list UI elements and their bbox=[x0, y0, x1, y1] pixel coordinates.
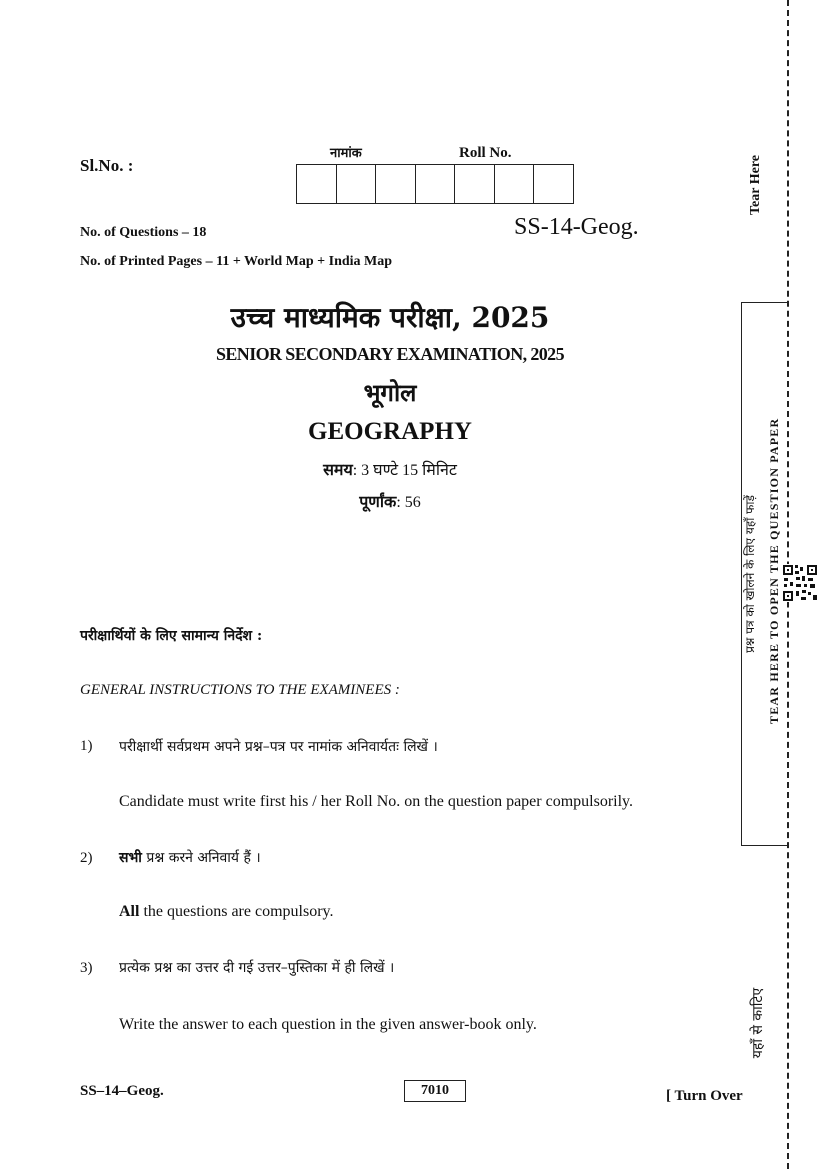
instruction-number: 1) bbox=[80, 738, 93, 754]
turn-over-label: [ Turn Over bbox=[666, 1088, 743, 1104]
hindi-tear-instruction: प्रश्न पत्र को खोलने के लिए यहाँ फाड़ें bbox=[743, 495, 757, 653]
instruction-english: Write the answer to each question in the given answer-book only. bbox=[119, 1016, 537, 1033]
instruction-english-text: the questions are compulsory. bbox=[139, 903, 334, 920]
english-subject: GEOGRAPHY bbox=[308, 418, 472, 445]
footer-center-code: 7010 bbox=[404, 1080, 466, 1102]
hindi-instructions-heading: परीक्षार्थियों के लिए सामान्य निर्देश : bbox=[80, 628, 263, 644]
paper-code: SS-14-Geog. bbox=[514, 214, 639, 240]
namank-label: नामांक bbox=[330, 146, 362, 161]
qr-code-icon bbox=[782, 564, 818, 602]
english-exam-title: SENIOR SECONDARY EXAMINATION, 2025 bbox=[215, 344, 564, 364]
english-tear-instruction: TEAR HERE TO OPEN THE QUESTION PAPER bbox=[767, 417, 781, 724]
printed-pages: No. of Printed Pages – 11 + World Map + India Map bbox=[80, 254, 393, 269]
instruction-english: Candidate must write first his / her Roll No. on the question paper compulsorily. bbox=[119, 793, 633, 810]
time-value: : 3 घण्टे 15 मिनिट bbox=[352, 462, 457, 479]
english-instructions-heading: GENERAL INSTRUCTIONS TO THE EXAMINEES : bbox=[80, 682, 400, 698]
instruction-hindi: परीक्षार्थी सर्वप्रथम अपने प्रश्न–पत्र पर नामांक अनिवार्यतः लिखें । bbox=[119, 739, 438, 755]
marks-line bbox=[0, 490, 780, 512]
instruction-hindi-text: प्रश्न करने अनिवार्य हैं । bbox=[141, 850, 261, 866]
marks-label: पूर्णांक bbox=[359, 492, 397, 511]
time-line bbox=[0, 458, 780, 480]
instruction-hindi-emphasis: सभी bbox=[119, 850, 142, 866]
roll-digit-box[interactable] bbox=[534, 165, 573, 203]
footer-paper-code: SS–14–Geog. bbox=[80, 1083, 164, 1099]
roll-digit-box[interactable] bbox=[376, 165, 416, 203]
roll-digit-box[interactable] bbox=[337, 165, 377, 203]
roll-digit-box[interactable] bbox=[495, 165, 535, 203]
roll-digit-box[interactable] bbox=[416, 165, 456, 203]
time-label: समय bbox=[323, 460, 353, 479]
marks-value: : 56 bbox=[396, 494, 421, 511]
sl-no-label: Sl.No. : bbox=[80, 156, 134, 175]
cut-here-label: यहाँ से काटिए bbox=[750, 987, 766, 1059]
hindi-subject: भूगोल bbox=[363, 378, 417, 407]
instruction-hindi: प्रत्येक प्रश्न का उत्तर दी गई उत्तर–पुस्तिका में ही लिखें । bbox=[119, 960, 395, 976]
instruction-number: 2) bbox=[80, 850, 93, 866]
roll-digit-box[interactable] bbox=[455, 165, 495, 203]
hindi-exam-title: उच्च माध्यमिक परीक्षा, 2025 bbox=[230, 301, 550, 334]
tear-here-label: Tear Here bbox=[748, 155, 763, 216]
instruction-hindi bbox=[119, 848, 261, 867]
roll-no-label: Roll No. bbox=[459, 145, 512, 161]
instruction-english-emphasis: All bbox=[119, 903, 140, 920]
questions-count: No. of Questions – 18 bbox=[80, 225, 207, 240]
roll-digit-box[interactable] bbox=[297, 165, 337, 203]
instruction-english bbox=[119, 903, 333, 921]
instruction-number: 3) bbox=[80, 960, 93, 976]
roll-number-boxes[interactable] bbox=[296, 164, 574, 204]
